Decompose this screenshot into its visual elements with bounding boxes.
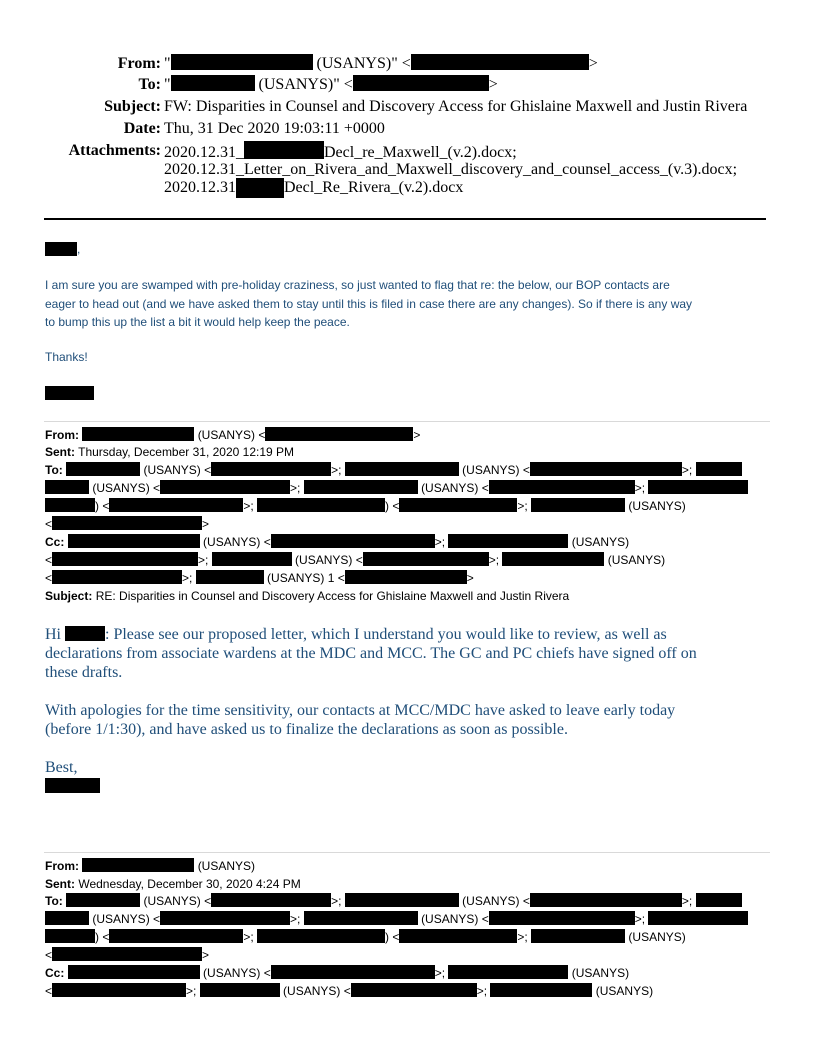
- recipient-org: (USANYS): [595, 984, 654, 998]
- recipient-org: (USANYS) <: [295, 553, 363, 567]
- recipient-org: (USANYS): [607, 553, 666, 567]
- m3-to-row-2: [45, 910, 748, 928]
- recipient-sep: >;: [634, 481, 646, 495]
- recipient-sep: >;: [517, 930, 528, 944]
- redaction-box: [212, 552, 292, 566]
- m2-sent-value: Thursday, December 31, 2020 12:19 PM: [78, 445, 295, 459]
- m3-to-row-4: [45, 946, 209, 964]
- message1-line-1: I am sure you are swamped with pre-holiday craziness, so just wanted to flag that re: the below, our BOP contacts are: [45, 278, 670, 292]
- m2-cc-label: Cc:: [45, 535, 65, 549]
- recipient-sep: ) <: [95, 499, 110, 513]
- m2-to-row-1: [45, 461, 742, 479]
- message1-line-3: to bump this up the list a bit it would help keep the peace.: [45, 315, 350, 329]
- redaction-box: [45, 242, 77, 256]
- redaction-box: [448, 534, 568, 548]
- m2-to-label: To:: [45, 463, 63, 477]
- m2-body-line-1: [45, 625, 667, 644]
- header-from-label: From:: [117, 55, 161, 72]
- recipient-sep: >;: [290, 481, 301, 495]
- m3-cc-row-1: [45, 964, 629, 982]
- recipient-sep: >;: [331, 463, 342, 477]
- redaction-box: [109, 929, 243, 943]
- redaction-box: [66, 462, 140, 476]
- redaction-box: [648, 911, 748, 925]
- redaction-box: [257, 929, 385, 943]
- redaction-box: [160, 480, 290, 494]
- thanks-text: Thanks!: [45, 350, 88, 364]
- m3-to-row-3: [45, 928, 686, 946]
- m2-from-label: From:: [45, 428, 79, 442]
- redaction-box: [257, 498, 385, 512]
- signature-redaction: [45, 386, 94, 400]
- recipient-org: (USANYS) <: [203, 535, 271, 549]
- redaction-box: [351, 983, 477, 997]
- m3-to-label: To:: [45, 894, 63, 908]
- redaction-box: [82, 858, 194, 872]
- recipient-org: (USANYS) <: [92, 912, 161, 926]
- angle-open: <: [45, 984, 53, 998]
- attachment-3-prefix: 2020.12.31: [164, 179, 236, 196]
- recipient-sep: >;: [198, 553, 209, 567]
- recipient-sep: >;: [243, 930, 254, 944]
- recipient-sep: >;: [243, 499, 254, 513]
- header-date-row: [0, 119, 816, 139]
- m2-to-row-4: [45, 515, 209, 533]
- angle-open: <: [45, 948, 53, 962]
- redaction-box: [200, 983, 280, 997]
- m2-greeting: Hi: [45, 626, 61, 643]
- m2-to-row-2: [45, 479, 748, 497]
- redaction-box: [52, 552, 198, 566]
- attachment-3-suffix: Decl_Re_Rivera_(v.2).docx: [284, 179, 464, 196]
- redaction-box: [502, 552, 604, 566]
- attachment-1-suffix: Decl_re_Maxwell_(v.2).docx;: [324, 144, 517, 161]
- header-to-row: [0, 75, 816, 95]
- redaction-box: [399, 929, 517, 943]
- redaction-box: [52, 983, 186, 997]
- recipient-sep: ) <: [385, 499, 400, 513]
- header-to-org: (USANYS)" <: [258, 76, 353, 93]
- redaction-box: [531, 498, 625, 512]
- recipient-sep: >;: [681, 463, 693, 477]
- message-divider: [44, 852, 770, 853]
- redaction-box: [236, 178, 284, 198]
- redaction-box: [345, 462, 459, 476]
- redaction-box: [45, 929, 95, 943]
- angle-close: >: [466, 571, 474, 585]
- recipient-sep: >;: [186, 984, 197, 998]
- m3-sent-row: [45, 875, 301, 893]
- redaction-box: [345, 893, 459, 907]
- quote: ": [164, 55, 171, 72]
- greeting-comma: ,: [77, 242, 81, 256]
- redaction-box: [530, 893, 682, 907]
- recipient-org: (USANYS) <: [421, 481, 489, 495]
- recipient-sep: ) <: [385, 930, 400, 944]
- m2-body-line-2: declarations from associate wardens at the MDC and MCC. The GC and PC chiefs have signed off on: [45, 645, 697, 662]
- angle-open: <: [45, 553, 53, 567]
- redaction-box: [211, 893, 331, 907]
- redaction-box: [271, 534, 435, 548]
- redaction-box: [489, 480, 635, 494]
- redaction-box: [304, 911, 418, 925]
- redaction-box: [109, 498, 243, 512]
- recipient-org: (USANYS) <: [203, 966, 271, 980]
- redaction-box: [399, 498, 517, 512]
- m3-to-row-1: [45, 892, 742, 910]
- redaction-box: [45, 498, 95, 512]
- m2-subject-label: Subject:: [45, 589, 93, 603]
- recipient-sep: >;: [434, 535, 446, 549]
- redaction-box: [696, 462, 742, 476]
- m2-cc-row-2: [45, 551, 665, 569]
- angle-open: <: [45, 517, 53, 531]
- redaction-box: [45, 911, 89, 925]
- recipient-org: (USANYS): [571, 966, 630, 980]
- m2-cc-row-3: [45, 569, 474, 587]
- recipient-org: (USANYS): [628, 930, 686, 944]
- redaction-box: [160, 911, 290, 925]
- recipient-sep: >;: [182, 571, 193, 585]
- recipient-sep: >;: [488, 553, 500, 567]
- redaction-box: [304, 480, 418, 494]
- redaction-box: [211, 462, 331, 476]
- angle-close: >: [488, 76, 498, 93]
- m3-sent-label: Sent:: [45, 877, 75, 891]
- m2-subject-value: RE: Disparities in Counsel and Discovery Access for Ghislaine Maxwell and Justin Rivera: [95, 589, 570, 603]
- attachment-link-2[interactable]: 2020.12.31_Letter_on_Rivera_and_Maxwell_discovery_and_counsel_access_(v.3).docx;: [164, 161, 738, 178]
- redaction-box: [353, 75, 489, 91]
- greeting: [45, 240, 80, 259]
- redaction-box: [68, 965, 200, 979]
- recipient-org: (USANYS): [571, 535, 630, 549]
- attachment-1-prefix: 2020.12.31_: [164, 144, 244, 161]
- redaction-box: [345, 570, 467, 584]
- recipient-sep: >;: [331, 894, 342, 908]
- redaction-box: [265, 427, 413, 441]
- header-from-row: [0, 54, 816, 74]
- message-divider: [44, 421, 770, 422]
- recipient-sep: >;: [517, 499, 528, 513]
- recipient-sep: >;: [290, 912, 301, 926]
- header-to-label: To:: [138, 76, 161, 93]
- m2-from-org: (USANYS) <: [197, 428, 266, 442]
- signature-redaction: [45, 778, 100, 793]
- m2-cc-row-1: [45, 533, 629, 551]
- m2-subject-row: [45, 587, 569, 605]
- m2-sent-label: Sent:: [45, 445, 75, 459]
- recipient-org: (USANYS) <: [143, 894, 212, 908]
- m2-sent-row: [45, 443, 294, 461]
- header-divider: [44, 218, 766, 220]
- redaction-box: [648, 480, 748, 494]
- quote: ": [164, 76, 171, 93]
- recipient-sep: >;: [634, 912, 646, 926]
- message1-line-2: eager to head out (and we have asked them to stay until this is filed in case there are any changes). So if there is any way: [45, 297, 693, 311]
- recipient-sep: >;: [476, 984, 488, 998]
- recipient-sep: >;: [434, 966, 446, 980]
- redaction-box: [68, 534, 200, 548]
- m2-signoff: Best,: [45, 759, 78, 776]
- recipient-org: (USANYS) <: [143, 463, 212, 477]
- header-attachments-label: Attachments:: [68, 142, 161, 159]
- redaction-box: [411, 54, 589, 70]
- header-subject-label: Subject:: [104, 98, 161, 115]
- recipient-sep: ) <: [95, 930, 110, 944]
- redaction-box: [530, 462, 682, 476]
- redaction-box: [52, 947, 202, 961]
- header-attachments-row: [0, 141, 816, 161]
- angle-open: <: [45, 571, 53, 585]
- m3-from-row: [45, 857, 255, 875]
- redaction-box: [65, 626, 105, 641]
- angle-close: >: [413, 428, 421, 442]
- redaction-box: [363, 552, 489, 566]
- m3-cc-label: Cc:: [45, 966, 65, 980]
- m2-line-1-text: : Please see our proposed letter, which I understand you would like to review, as well as: [105, 626, 667, 643]
- angle-close: >: [202, 948, 210, 962]
- recipient-org: (USANYS) <: [283, 984, 351, 998]
- header-subject-value: FW: Disparities in Counsel and Discovery Access for Ghislaine Maxwell and Justin Rivera: [164, 98, 748, 115]
- redaction-box: [490, 983, 592, 997]
- m3-cc-row-2: [45, 982, 653, 1000]
- redaction-box: [82, 427, 194, 441]
- angle-close: >: [202, 517, 210, 531]
- m3-sent-value: Wednesday, December 30, 2020 4:24 PM: [78, 877, 301, 891]
- attachment-link-3[interactable]: [164, 178, 463, 198]
- m2-body-line-3: these drafts.: [45, 664, 123, 681]
- recipient-org: (USANYS): [628, 499, 686, 513]
- redaction-box: [52, 570, 182, 584]
- m2-body-line-5: (before 1/1:30), and have asked us to finalize the declarations as soon as possible.: [45, 721, 568, 738]
- redaction-box: [196, 570, 264, 584]
- redaction-box: [271, 965, 435, 979]
- header-subject-row: [0, 97, 816, 117]
- recipient-org: (USANYS) 1 <: [267, 571, 345, 585]
- redaction-box: [171, 54, 313, 70]
- redaction-box: [696, 893, 742, 907]
- recipient-org: (USANYS) <: [462, 463, 530, 477]
- recipient-org: (USANYS) <: [462, 894, 530, 908]
- m2-body-line-4: With apologies for the time sensitivity, our contacts at MCC/MDC have asked to leave early today: [45, 702, 676, 719]
- angle-close: >: [588, 55, 598, 72]
- header-date-label: Date:: [123, 120, 161, 137]
- recipient-org: (USANYS) <: [421, 912, 489, 926]
- header-from-org: (USANYS)" <: [316, 55, 411, 72]
- redaction-box: [244, 141, 324, 159]
- redaction-box: [531, 929, 625, 943]
- m3-from-label: From:: [45, 859, 79, 873]
- redaction-box: [489, 911, 635, 925]
- recipient-org: (USANYS) <: [92, 481, 161, 495]
- recipient-sep: >;: [681, 894, 693, 908]
- redaction-box: [52, 516, 202, 530]
- redaction-box: [171, 75, 255, 91]
- redaction-box: [66, 893, 140, 907]
- redaction-box: [45, 480, 89, 494]
- redaction-box: [448, 965, 568, 979]
- m3-from-org: (USANYS): [197, 859, 256, 873]
- header-date-value: Thu, 31 Dec 2020 19:03:11 +0000: [164, 120, 385, 137]
- m2-to-row-3: [45, 497, 686, 515]
- m2-from-row: [45, 426, 420, 444]
